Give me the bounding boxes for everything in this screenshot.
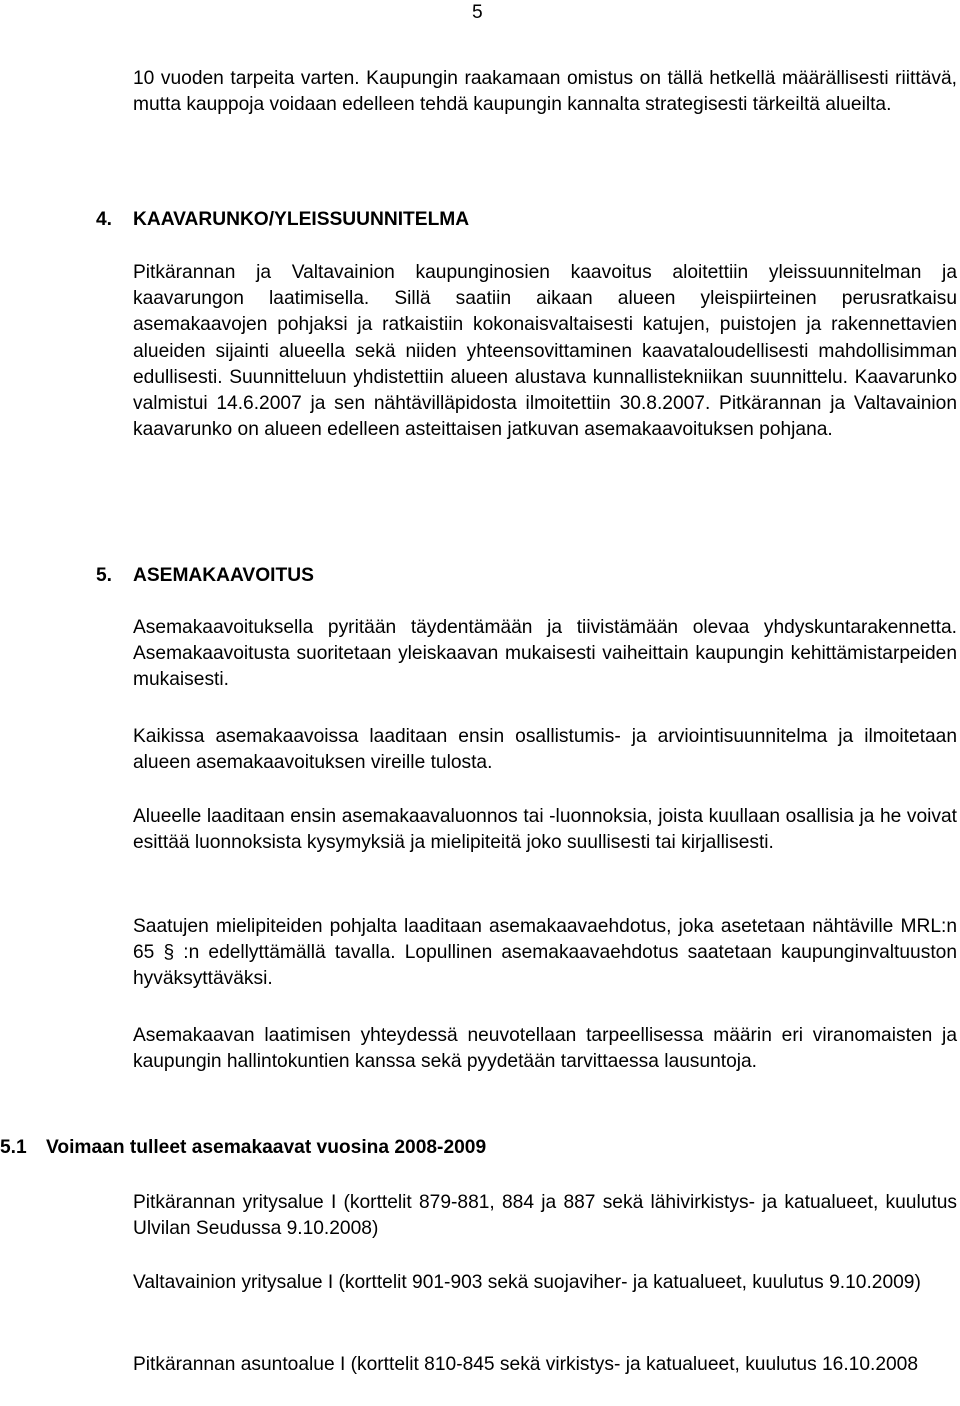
section-5-title: ASEMAKAAVOITUS bbox=[133, 565, 314, 586]
section-5-heading bbox=[96, 564, 314, 588]
section-5-1-number: 5.1 bbox=[0, 1137, 27, 1158]
ordinance-list-item: Pitkärannan yritysalue I (korttelit 879-881, 884 ja 887 sekä lähivirkistys- ja katualueet, kuulutus Ulvilan Seudussa 9.10.2008) bbox=[133, 1192, 957, 1240]
page-number: 5 bbox=[472, 2, 483, 23]
ordinance-list-item: Valtavainion yritysalue I (korttelit 901-903 sekä suojaviher- ja katualueet, kuulutus 9.10.2009) bbox=[133, 1272, 921, 1293]
section-4-heading bbox=[96, 208, 469, 232]
intro-paragraph: 10 vuoden tarpeita varten. Kaupungin raakamaan omistus on tällä hetkellä määrällisesti riittävä, mutta kauppoja voidaan edelleen tehdä kaupungin kannalta strategisesti tärkeiltä alueilta. bbox=[133, 68, 957, 116]
section-4-title: KAAVARUNKO/YLEISSUUNNITELMA bbox=[133, 209, 470, 230]
section-5-1-heading bbox=[0, 1136, 486, 1160]
section-4-paragraph: Pitkärannan ja Valtavainion kaupunginosien kaavoitus aloitettiin yleissuunnitelman ja kaavarungon laatimisella. Sillä saatiin aikaan alueen yleispiirteinen perusratkaisu asemakaavojen pohjaksi ja ratkaistiin kokonaisvaltaisesti katujen, puistojen ja rakennettavien alueiden sijainti alueella sekä niiden yhteensovittaminen kaavataloudellisesti mahdollisimman edullisesti. Suunnitteluun yhdistettiin alueen alustava kunnallistekniikan suunnittelu. Kaavarunko valmistui 14.6.2007 ja sen nähtävilläpidosta ilmoitettiin 30.8.2007. Pitkärannan ja Valtavainion kaavarunko on alueen edelleen asteittaisen jatkuvan asemakaavoituksen pohjana. bbox=[133, 262, 957, 441]
section-5-1-title: Voimaan tulleet asemakaavat vuosina 2008-2009 bbox=[46, 1137, 487, 1158]
section-5-paragraph: Alueelle laaditaan ensin asemakaavaluonnos tai -luonnoksia, joista kuullaan osallisia ja he voivat esittää luonnoksista kysymyksiä ja mielipiteitä joko suullisesti tai kirjallisesti. bbox=[133, 806, 957, 854]
section-5-paragraph: Asemakaavan laatimisen yhteydessä neuvotellaan tarpeellisessa määrin eri viranomaisten ja kaupungin hallintokuntien kanssa sekä pyydetään tarvittaessa lausuntoja. bbox=[133, 1025, 957, 1073]
ordinance-list-item: Pitkärannan asuntoalue I (korttelit 810-845 sekä virkistys- ja katualueet, kuulutus 16.10.2008 bbox=[133, 1354, 919, 1375]
section-5-number: 5. bbox=[96, 565, 113, 586]
section-4-number: 4. bbox=[96, 209, 113, 230]
section-5-paragraph: Saatujen mielipiteiden pohjalta laaditaan asemakaavaehdotus, joka asetetaan nähtäville MRL:n 65 § :n edellyttämällä tavalla. Lopullinen asemakaavaehdotus saatetaan kaupunginvaltuuston hyväksyttäväksi. bbox=[133, 916, 957, 990]
section-5-paragraph: Asemakaavoituksella pyritään täydentämään ja tiivistämään olevaa yhdyskuntarakennetta. Asemakaavoitusta suoritetaan yleiskaavan mukaisesti vaiheittain kaupungin kehittämistarpeiden mukaisesti. bbox=[133, 617, 957, 691]
section-5-paragraph: Kaikissa asemakaavoissa laaditaan ensin osallistumis- ja arviointisuunnitelma ja ilmoitetaan alueen asemakaavoituksen vireille tulosta. bbox=[133, 726, 957, 774]
